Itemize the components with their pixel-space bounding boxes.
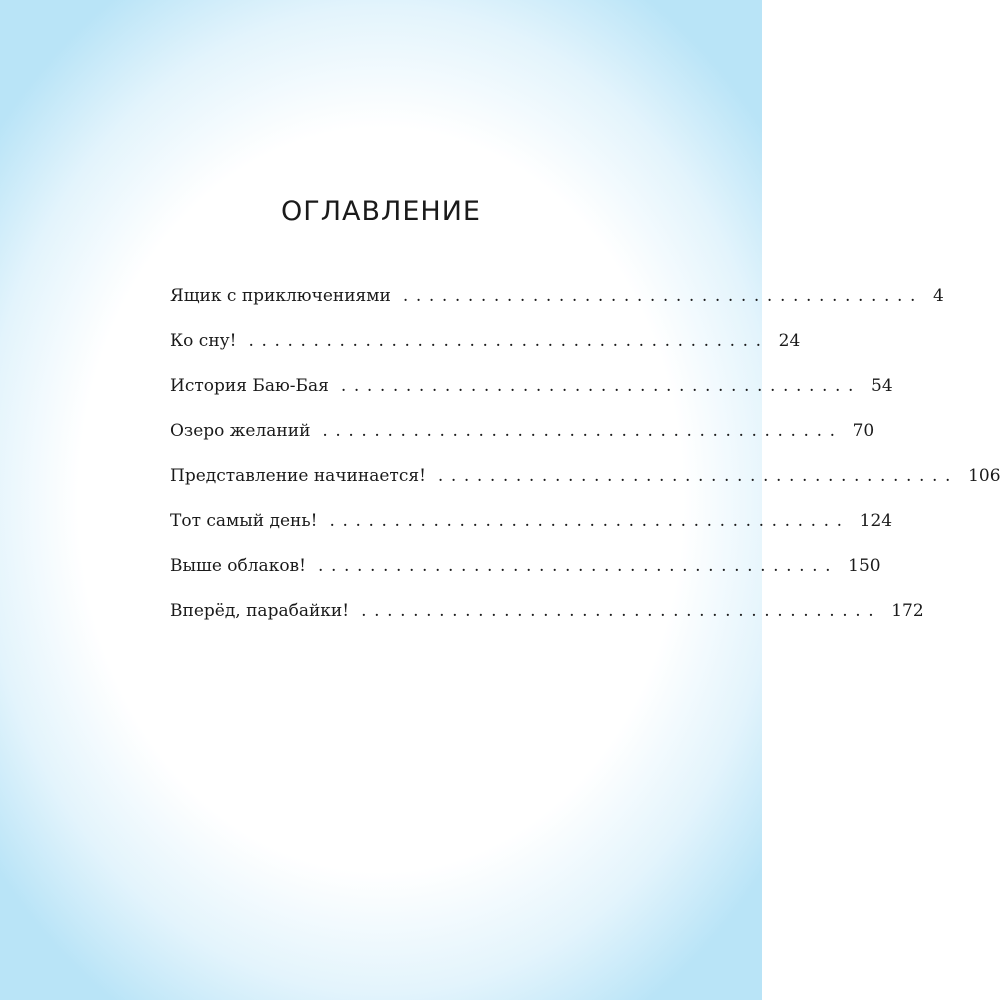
toc-entry-title: Выше облаков! bbox=[170, 556, 306, 576]
toc-entry-page: 150 bbox=[848, 556, 881, 576]
toc-entry-title: История Баю-Бая bbox=[170, 376, 329, 396]
dot-leader: ........................................ bbox=[329, 511, 850, 531]
toc-entry[interactable] bbox=[170, 421, 875, 466]
toc-entry-title: Представление начинается! bbox=[170, 466, 426, 486]
toc-entry-page: 106 bbox=[968, 466, 1001, 486]
toc-entry[interactable] bbox=[170, 376, 893, 421]
dot-leader: ........................................ bbox=[322, 421, 843, 441]
table-of-contents bbox=[170, 286, 1001, 646]
toc-entry[interactable] bbox=[170, 511, 893, 556]
toc-entry[interactable] bbox=[170, 286, 944, 331]
toc-entry-title: Ящик с приключениями bbox=[170, 286, 391, 306]
toc-entry-page: 54 bbox=[871, 376, 893, 396]
toc-entry-title: Озеро желаний bbox=[170, 421, 311, 441]
toc-entry-page: 124 bbox=[859, 511, 893, 531]
toc-entry-title: Вперёд, парабайки! bbox=[170, 601, 350, 621]
toc-entry-page: 4 bbox=[932, 286, 944, 306]
dot-leader: ........................................ bbox=[361, 601, 882, 621]
dot-leader: ........................................ bbox=[340, 376, 862, 396]
toc-entry-page: 70 bbox=[852, 421, 875, 441]
toc-entry-title: Тот самый день! bbox=[170, 511, 318, 531]
toc-entry[interactable] bbox=[170, 331, 801, 376]
toc-entry-page: 24 bbox=[778, 331, 801, 351]
dot-leader: ........................................ bbox=[317, 556, 839, 576]
dot-leader: ........................................ bbox=[437, 466, 959, 486]
toc-entry-page: 172 bbox=[891, 601, 924, 621]
toc-title: ОГЛАВЛЕНИЕ bbox=[281, 196, 481, 227]
dot-leader: ........................................ bbox=[402, 286, 923, 306]
dot-leader: ........................................ bbox=[248, 331, 769, 351]
toc-entry[interactable] bbox=[170, 601, 924, 646]
toc-entry[interactable] bbox=[170, 466, 1001, 511]
toc-entry[interactable] bbox=[170, 556, 881, 601]
toc-entry-title: Ко сну! bbox=[170, 331, 237, 351]
